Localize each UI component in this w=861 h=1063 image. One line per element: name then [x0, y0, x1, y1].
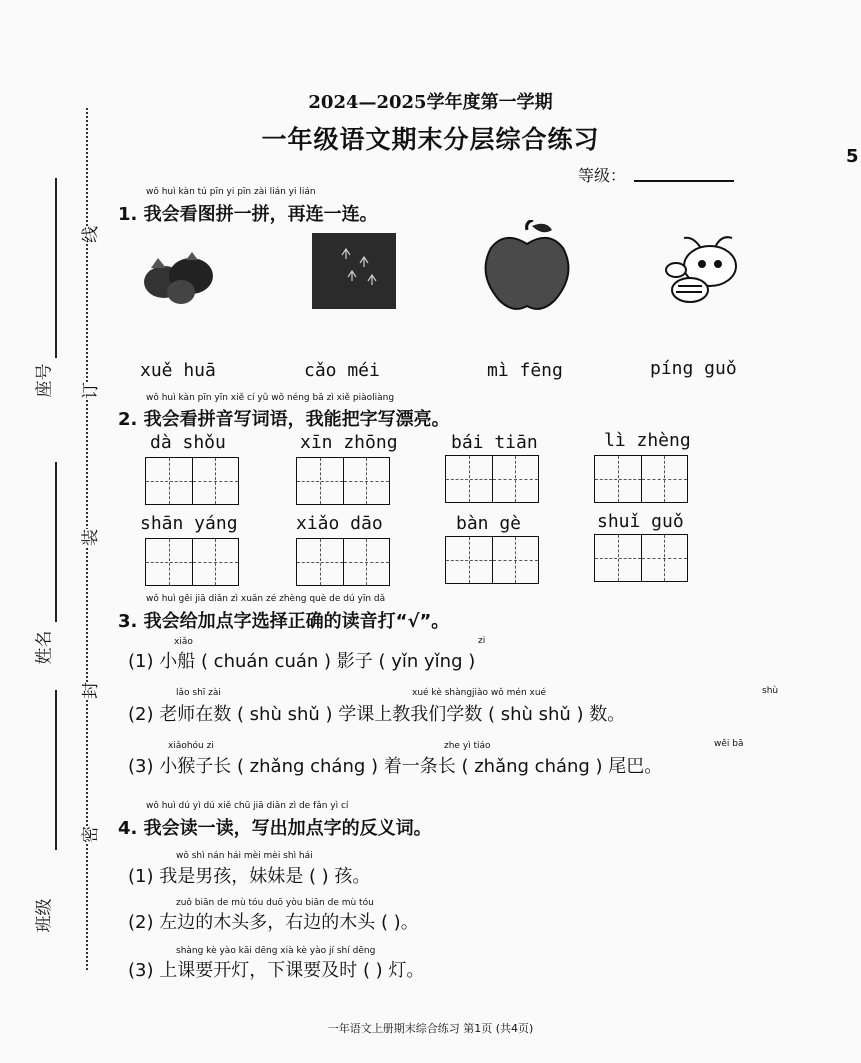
- page-title: 2024—2025学年度第一学期: [308, 92, 553, 113]
- q3-line1-pinyin: xiǎo: [174, 637, 193, 647]
- q1-answer-1: xuě huā: [140, 360, 216, 381]
- binding-ding: 订: [76, 382, 101, 399]
- q3-line2-pinyin-3: shù: [762, 686, 779, 696]
- q3-line-3: (3) 小猴子长 ( zhǎng cháng ) 着一条长 ( zhǎng cháng ) 尾巴。: [128, 756, 663, 777]
- q2-grid-6[interactable]: [296, 538, 390, 586]
- q3-line-2: (2) 老师在数 ( shù shǔ ) 学课上教我们学数 ( shù shǔ ) 数。: [128, 704, 626, 725]
- q2-word-8: shuǐ guǒ: [597, 511, 684, 532]
- grade-answer-line[interactable]: [634, 180, 734, 182]
- seat-underline: [55, 178, 57, 358]
- q4-line2-pinyin: zuǒ biān de mù tóu duō yòu biān de mù tóu: [176, 898, 374, 908]
- q1-title: 1. 我会看图拼一拼，再连一连。: [118, 204, 378, 225]
- binding-xian: 线: [76, 226, 101, 243]
- name-underline: [55, 462, 57, 622]
- q3-line1-pinyin-2: zi: [478, 636, 486, 646]
- strawberry-picture[interactable]: [136, 250, 222, 306]
- q2-pinyin: wǒ huì kàn pīn yīn xiě cí yǔ wǒ néng bǎ zì xiě piàoliàng: [146, 393, 395, 403]
- q3-pinyin: wǒ huì gěi jiā diǎn zì xuǎn zé zhèng què de dú yīn dǎ: [146, 594, 386, 604]
- q1-pinyin: wǒ huì kàn tú pīn yi pīn zài lián yi lián: [146, 187, 316, 197]
- q2-word-3: bái tiān: [451, 432, 538, 453]
- binding-feng: 封: [76, 682, 101, 699]
- q4-line-2: (2) 左边的木头多，右边的木头 ( )。: [128, 912, 419, 933]
- class-underline: [55, 690, 57, 850]
- seat-label: 座号: [34, 363, 55, 398]
- q3-line2-pinyin: lǎo shī zài: [176, 688, 221, 698]
- q4-line3-pinyin: shàng kè yào kāi dēng xià kè yào jí shí dēng: [176, 946, 376, 956]
- binding-zhuang: 装: [76, 529, 101, 546]
- q2-grid-4[interactable]: [594, 455, 688, 503]
- q3-line3-pinyin-3: wěi bā: [714, 739, 744, 749]
- q2-word-2: xīn zhōng: [300, 432, 398, 453]
- q2-word-7: bàn gè: [456, 513, 522, 534]
- q1-answer-3: mì fēng: [487, 360, 563, 381]
- q2-title: 2. 我会看拼音写词语，我能把字写漂亮。: [118, 409, 450, 430]
- q2-word-6: xiǎo dāo: [296, 513, 383, 534]
- q4-pinyin: wǒ huì dú yì dú xiě chū jiā diǎn zì de fǎn yì cí: [146, 801, 349, 811]
- name-label: 姓名: [34, 630, 55, 665]
- q4-line1-pinyin: wǒ shì nán hái mèi mèi shì hái: [176, 851, 313, 861]
- q3-line-1: (1) 小船 ( chuán cuán ) 影子 ( yǐn yǐng ): [128, 651, 476, 672]
- q3-title: 3. 我会给加点字选择正确的读音打“√”。: [118, 611, 450, 632]
- q4-line-3: (3) 上课要开灯，下课要及时 ( ) 灯。: [128, 960, 425, 981]
- page-footer: 一年语文上册期末综合练习 第1页 (共4页): [327, 1022, 534, 1035]
- side-mark: 5: [846, 146, 859, 167]
- q3-line3-pinyin: xiǎohóu zi: [168, 741, 214, 751]
- q3-line2-pinyin-2: xué kè shàngjiào wǒ mén xué: [412, 688, 547, 698]
- q3-line3-pinyin-2: zhe yì tiáo: [444, 741, 491, 751]
- q1-answer-2: cǎo méi: [304, 360, 380, 381]
- apple-picture[interactable]: [484, 220, 570, 312]
- q2-grid-7[interactable]: [445, 536, 539, 584]
- q4-title: 4. 我会读一读，写出加点字的反义词。: [118, 818, 432, 839]
- page-subtitle: 一年级语文期末分层综合练习: [261, 125, 600, 154]
- q2-word-1: dà shǒu: [150, 432, 226, 453]
- q2-grid-1[interactable]: [145, 457, 239, 505]
- bee-picture[interactable]: [662, 230, 748, 310]
- q2-grid-5[interactable]: [145, 538, 239, 586]
- q2-grid-8[interactable]: [594, 534, 688, 582]
- grade-label: 等级：: [578, 166, 627, 185]
- grass-picture[interactable]: [312, 233, 396, 309]
- q4-line-1: (1) 我是男孩，妹妹是 ( ) 孩。: [128, 866, 371, 887]
- q2-word-4: lì zhèng: [604, 430, 691, 451]
- q2-grid-2[interactable]: [296, 457, 390, 505]
- q2-grid-3[interactable]: [445, 455, 539, 503]
- binding-mi: 密: [76, 826, 101, 843]
- q1-answer-4: píng guǒ: [650, 358, 737, 379]
- q2-word-5: shān yáng: [140, 513, 238, 534]
- class-label: 班级: [34, 898, 55, 933]
